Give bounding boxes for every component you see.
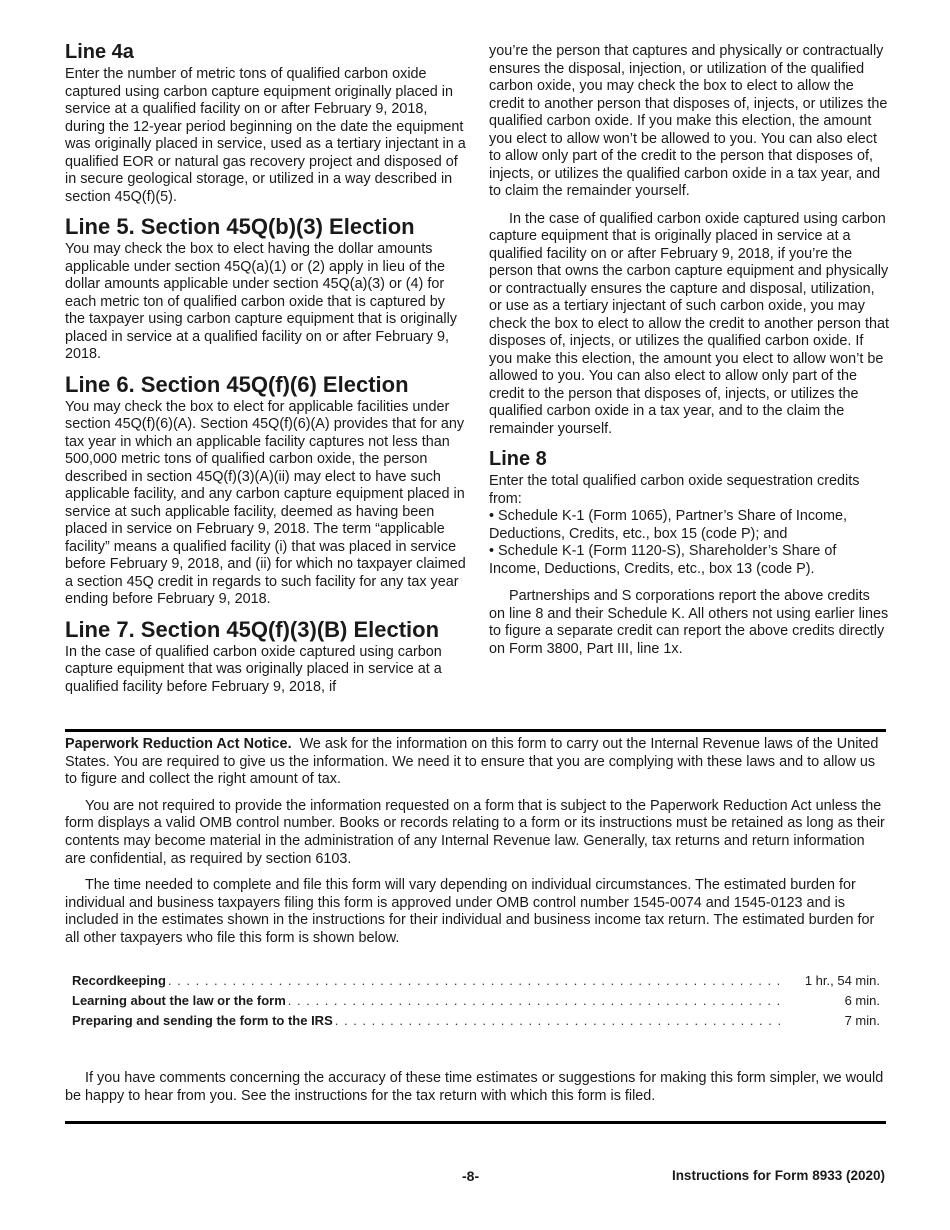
line7-text: In the case of qualified carbon oxide captured using carbon capture equipment that was originally placed in service at a qualified facility before February 9, 2018, if bbox=[65, 643, 442, 695]
burden-label: Preparing and sending the form to the IRS bbox=[72, 1013, 333, 1028]
leader-dots bbox=[168, 971, 784, 991]
footer-title: Instructions for Form 8933 (2020) bbox=[671, 1168, 885, 1183]
paperwork-paragraph-3: The time needed to complete and file this form will vary depending on individual circumstances. The estimated burden for individual and business taxpayers filing this form is approved under OMB control number 1545-0074 and 1545-0123 and is included in the estimates shown in the instructions for their individual and business income tax return. The estimated burden for all other taxpayers who file this form is shown below. bbox=[65, 877, 875, 946]
line8-heading: Line 8 bbox=[489, 448, 547, 470]
paperwork-title: Paperwork Reduction Act Notice. bbox=[65, 736, 292, 752]
line8-bullet: • Schedule K-1 (Form 1120-S), Shareholder’s Share of Income, Deductions, Credits, etc., box 13 (code P). bbox=[489, 543, 837, 577]
line8-paragraph-2: Partnerships and S corporations report the above credits on line 8 and their Schedule K. All others not using earlier lines to figure a separate credit can report the above credits directly on Form 3800, Part III, line 1x. bbox=[489, 588, 889, 657]
line8-bullet: • Schedule K-1 (Form 1065), Partner’s Share of Income, Deductions, Credits, etc., box 15 (code P); and bbox=[489, 508, 848, 542]
paperwork-paragraph-2: You are not required to provide the information requested on a form that is subject to the Paperwork Reduction Act unless the form displays a valid OMB control number. Books or records relating to a form or its instructions must be retained as long as their contents may become material in the administration of any Internal Revenue law. Generally, tax returns and return information are confidential, as required by section 6103. bbox=[65, 797, 885, 867]
burden-row bbox=[72, 1011, 880, 1031]
line5-heading: Line 5. Section 45Q(b)(3) Election bbox=[65, 214, 415, 239]
line7-continued: you’re the person that captures and physically or contractually ensures the disposal, injection, or utilization of the qualified carbon oxide, you may check the box to elect to allow the credit to another person that disposes of, injects, or utilizes the qualified carbon oxide. If you make this election, the amount you elect to allow won’t be allowed to you. You can also elect to allow only part of the credit to the person that disposes of, injects, or utilizes the qualified carbon oxide in a tax year, and to claim the remainder yourself. bbox=[489, 43, 888, 199]
burden-label: Recordkeeping bbox=[72, 973, 166, 988]
burden-value: 7 min. bbox=[844, 1013, 880, 1028]
footer-divider bbox=[65, 1121, 886, 1124]
burden-table bbox=[72, 971, 880, 1031]
line7-paragraph-2: In the case of qualified carbon oxide captured using carbon capture equipment that is originally placed in service at a qualified facility on or after February 9, 2018, if you’re the person that owns the carbon capture equipment and physically or contractually ensures the capture and disposal, utilization, or use as a tertiary injectant of such carbon oxide, you may check the box to elect to allow the credit to another person that disposes of, injects, or utilizes the qualified carbon oxide. If you make this election, the amount you elect to allow won’t be allowed to you. You can also elect to allow only part of the credit to the person that disposes of, injects, or utilizes the qualified carbon oxide in a tax year, and to the claim the remainder yourself. bbox=[489, 210, 889, 437]
burden-row bbox=[72, 971, 880, 991]
burden-row bbox=[72, 991, 880, 1011]
burden-value: 6 min. bbox=[844, 993, 880, 1008]
line7-heading: Line 7. Section 45Q(f)(3)(B) Election bbox=[65, 616, 440, 642]
line4a-text: Enter the number of metric tons of qualified carbon oxide captured using carbon capture equipment originally placed in service at a qualified facility on or after February 9, 2018, during the 12-year period beginning on the date the equipment was originally placed in service, used as a tertiary injectant in a qualified EOR or natural gas recovery project and disposed of in secure geological storage, or utilized in a way described in section 45Q(f)(5). bbox=[65, 66, 466, 205]
line4a-heading: Line 4a bbox=[65, 41, 134, 63]
right-column bbox=[489, 38, 889, 658]
burden-label: Learning about the law or the form bbox=[72, 993, 286, 1008]
page-number: -8- bbox=[462, 1168, 480, 1184]
left-column bbox=[65, 38, 467, 696]
leader-dots bbox=[288, 991, 784, 1011]
line8-intro: Enter the total qualified carbon oxide sequestration credits from: bbox=[489, 473, 860, 507]
paperwork-notice bbox=[65, 736, 887, 957]
section-divider bbox=[65, 729, 886, 732]
line6-heading: Line 6. Section 45Q(f)(6) Election bbox=[65, 371, 409, 397]
paperwork-text-1: We ask for the information on this form to carry out the Internal Revenue laws of the United States. You are required to give us the information. We need it to ensure that you are complying with these laws and to allow us to figure and collect the right amount of tax. bbox=[65, 736, 879, 788]
burden-value: 1 hr., 54 min. bbox=[804, 973, 880, 988]
line5-text: You may check the box to elect having the dollar amounts applicable under section 45Q(a)(1) or (2) apply in lieu of the dollar amounts applicable under section 45Q(a)(3) or (4) for each metric ton of qualified carbon oxide that is captured by the taxpayer using carbon capture equipment that is originally placed in service at a qualified facility on or after February 9, 2018. bbox=[65, 241, 457, 362]
line6-text: You may check the box to elect for applicable facilities under section 45Q(f)(6)(A). Section 45Q(f)(6)(A) provides that for any tax year in which an applicable facility captures not less than 500,000 metric tons of qualified carbon oxide, the person described in section 45Q(f)(3)(A)(ii) may elect to have such applicable facility, and any carbon capture equipment placed in service at such applicable facility, deemed as having been placed in service on February 9, 2018. The term “applicable facility” means a qualified facility (i) that was placed in service before February 9, 2018, and (ii) for which no taxpayer claimed a section 45Q credit in regards to such facility for any tax year ending before February 9, 2018. bbox=[65, 398, 466, 607]
paperwork-paragraph-1 bbox=[65, 736, 887, 789]
comments-paragraph: If you have comments concerning the accuracy of these time estimates or suggestions for making this form simpler, we would be happy to hear from you. See the instructions for the tax return with which this form is filed. bbox=[65, 1070, 884, 1104]
leader-dots bbox=[335, 1011, 784, 1031]
